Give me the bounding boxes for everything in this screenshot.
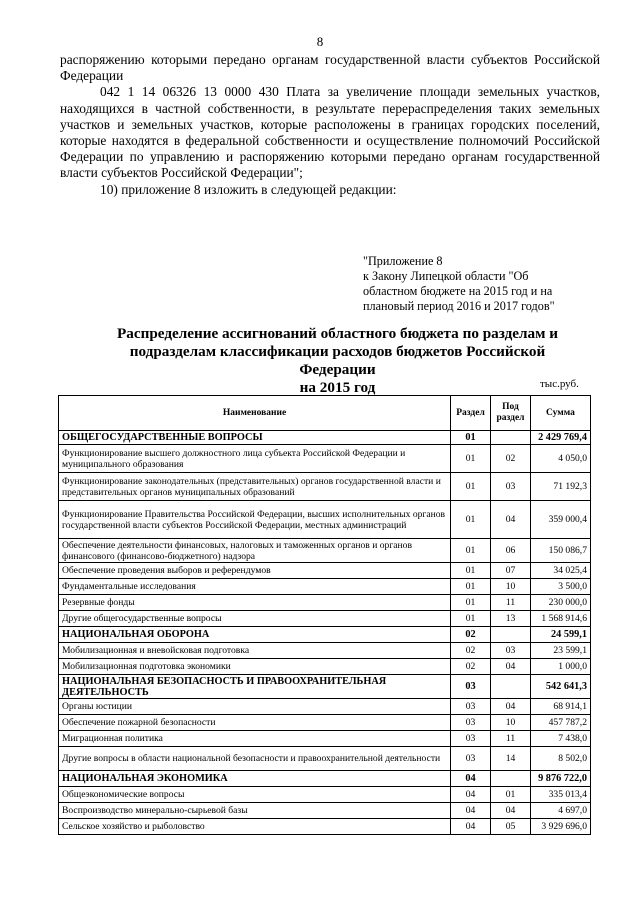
header-section: Раздел: [451, 396, 491, 431]
title-line: подразделам классификации расходов бюджетов Российской Федерации: [129, 343, 546, 378]
budget-table: [58, 395, 591, 835]
header-name: Наименование: [59, 396, 451, 431]
row-sum: 335 013,4: [531, 787, 591, 803]
row-name: Фундаментальные исследования: [59, 579, 451, 595]
row-sum: 230 000,0: [531, 595, 591, 611]
section-row: [59, 675, 591, 699]
row-name: Сельское хозяйство и рыболовство: [59, 819, 451, 835]
row-sum: 1 000,0: [531, 659, 591, 675]
title-line: Распределение ассигнований областного бюджета по разделам и: [116, 325, 559, 342]
row-sum: 3 929 696,0: [531, 819, 591, 835]
table-header-row: [59, 396, 591, 431]
row-name: НАЦИОНАЛЬНАЯ ЭКОНОМИКА: [59, 771, 451, 787]
table-row: [59, 595, 591, 611]
row-name: Функционирование законодательных (представительных) органов государственной власти и представительных органов муниципальных образований: [59, 473, 451, 501]
row-section-code: 04: [451, 787, 491, 803]
section-row: [59, 771, 591, 787]
row-sum: 7 438,0: [531, 731, 591, 747]
section-row: [59, 627, 591, 643]
row-subsection-code: [491, 675, 531, 699]
table-row: [59, 501, 591, 539]
row-section-code: 04: [451, 771, 491, 787]
body-text: [60, 52, 600, 198]
row-name: НАЦИОНАЛЬНАЯ БЕЗОПАСНОСТЬ И ПРАВООХРАНИТЕЛЬНАЯ ДЕЯТЕЛЬНОСТЬ: [59, 675, 451, 699]
row-sum: 34 025,4: [531, 563, 591, 579]
row-section-code: 03: [451, 731, 491, 747]
row-section-code: 03: [451, 747, 491, 771]
row-sum: 4 697,0: [531, 803, 591, 819]
row-sum: 68 914,1: [531, 699, 591, 715]
row-subsection-code: 05: [491, 819, 531, 835]
row-subsection-code: 04: [491, 699, 531, 715]
row-section-code: 01: [451, 431, 491, 445]
title-line: на 2015 год: [299, 379, 376, 396]
header-subsection: Под раздел: [491, 396, 531, 431]
row-sum: 24 599,1: [531, 627, 591, 643]
table-body: [59, 431, 591, 835]
table-row: [59, 715, 591, 731]
row-name: Обеспечение проведения выборов и референдумов: [59, 563, 451, 579]
paragraph: распоряжению которыми передано органам государственной власти субъектов Российской Федерации: [60, 52, 600, 84]
row-section-code: 01: [451, 473, 491, 501]
row-section-code: 03: [451, 675, 491, 699]
row-section-code: 03: [451, 715, 491, 731]
row-name: Другие общегосударственные вопросы: [59, 611, 451, 627]
row-subsection-code: 13: [491, 611, 531, 627]
row-sum: 359 000,4: [531, 501, 591, 539]
row-subsection-code: 14: [491, 747, 531, 771]
row-section-code: 01: [451, 579, 491, 595]
page-number: 8: [316, 34, 324, 49]
row-subsection-code: 11: [491, 731, 531, 747]
row-subsection-code: 03: [491, 643, 531, 659]
document-title: [95, 325, 580, 397]
row-name: Обеспечение деятельности финансовых, налоговых и таможенных органов и органов финансового (финансово-бюджетного) надзора: [59, 539, 451, 563]
row-section-code: 02: [451, 643, 491, 659]
row-name: Мобилизационная и вневойсковая подготовка: [59, 643, 451, 659]
row-subsection-code: 03: [491, 473, 531, 501]
row-name: Функционирование Правительства Российской Федерации, высших исполнительных органов государственной власти субъектов Российской Федерации, местных администраций: [59, 501, 451, 539]
row-sum: 1 568 914,6: [531, 611, 591, 627]
row-name: Общеэкономические вопросы: [59, 787, 451, 803]
row-section-code: 04: [451, 819, 491, 835]
table-row: [59, 473, 591, 501]
row-name: Мобилизационная подготовка экономики: [59, 659, 451, 675]
table-row: [59, 747, 591, 771]
row-subsection-code: [491, 627, 531, 643]
row-subsection-code: 01: [491, 787, 531, 803]
row-sum: 8 502,0: [531, 747, 591, 771]
row-section-code: 01: [451, 563, 491, 579]
table-row: [59, 579, 591, 595]
row-subsection-code: 04: [491, 803, 531, 819]
row-section-code: 02: [451, 659, 491, 675]
row-section-code: 01: [451, 501, 491, 539]
table-row: [59, 539, 591, 563]
row-subsection-code: 06: [491, 539, 531, 563]
table-row: [59, 819, 591, 835]
table-row: [59, 803, 591, 819]
row-sum: 2 429 769,4: [531, 431, 591, 445]
row-subsection-code: 11: [491, 595, 531, 611]
row-subsection-code: [491, 771, 531, 787]
appendix-line: областном бюджете на 2015 год и на: [363, 284, 553, 298]
row-section-code: 01: [451, 539, 491, 563]
row-sum: 9 876 722,0: [531, 771, 591, 787]
row-name: Воспроизводство минерально-сырьевой базы: [59, 803, 451, 819]
row-sum: 23 599,1: [531, 643, 591, 659]
appendix-line: к Закону Липецкой области "Об: [363, 269, 529, 283]
header-sum: Сумма: [531, 396, 591, 431]
row-name: Обеспечение пожарной безопасности: [59, 715, 451, 731]
row-name: НАЦИОНАЛЬНАЯ ОБОРОНА: [59, 627, 451, 643]
row-subsection-code: 02: [491, 445, 531, 473]
section-row: [59, 431, 591, 445]
row-subsection-code: [491, 431, 531, 445]
row-section-code: 01: [451, 611, 491, 627]
row-name: Другие вопросы в области национальной безопасности и правоохранительной деятельности: [59, 747, 451, 771]
row-sum: 150 086,7: [531, 539, 591, 563]
appendix-reference: [363, 254, 603, 314]
row-section-code: 04: [451, 803, 491, 819]
appendix-line: плановый период 2016 и 2017 годов": [363, 299, 555, 313]
table-row: [59, 787, 591, 803]
row-section-code: 02: [451, 627, 491, 643]
row-section-code: 01: [451, 595, 491, 611]
row-subsection-code: 10: [491, 579, 531, 595]
row-subsection-code: 04: [491, 659, 531, 675]
row-section-code: 01: [451, 445, 491, 473]
table-row: [59, 611, 591, 627]
row-name: Резервные фонды: [59, 595, 451, 611]
row-name: Миграционная политика: [59, 731, 451, 747]
row-name: Функционирование высшего должностного лица субъекта Российской Федерации и муниципального образования: [59, 445, 451, 473]
row-name: ОБЩЕГОСУДАРСТВЕННЫЕ ВОПРОСЫ: [59, 431, 451, 445]
row-subsection-code: 10: [491, 715, 531, 731]
row-sum: 3 500,0: [531, 579, 591, 595]
row-sum: 71 192,3: [531, 473, 591, 501]
row-sum: 457 787,2: [531, 715, 591, 731]
table-row: [59, 731, 591, 747]
paragraph: 10) приложение 8 изложить в следующей редакции:: [100, 181, 397, 197]
row-section-code: 03: [451, 699, 491, 715]
row-subsection-code: 07: [491, 563, 531, 579]
table-row: [59, 659, 591, 675]
appendix-line: "Приложение 8: [363, 254, 443, 268]
table-row: [59, 643, 591, 659]
unit-label: тыс.руб.: [540, 378, 579, 390]
table-row: [59, 445, 591, 473]
row-sum: 4 050,0: [531, 445, 591, 473]
table-row: [59, 563, 591, 579]
paragraph: 042 1 14 06326 13 0000 430 Плата за увеличение площади земельных участков, находящихся в частной собственности, в результате перераспределения таких земельных участков и земельных участков, которые расположены в границах городских поселений, которые находятся в федеральной собственности и осуществление полномочий Российской Федерации по управлению и распоряжению которыми передано органам государственной власти субъектов Российской Федерации";: [60, 84, 600, 181]
row-sum: 542 641,3: [531, 675, 591, 699]
row-name: Органы юстиции: [59, 699, 451, 715]
table-row: [59, 699, 591, 715]
row-subsection-code: 04: [491, 501, 531, 539]
